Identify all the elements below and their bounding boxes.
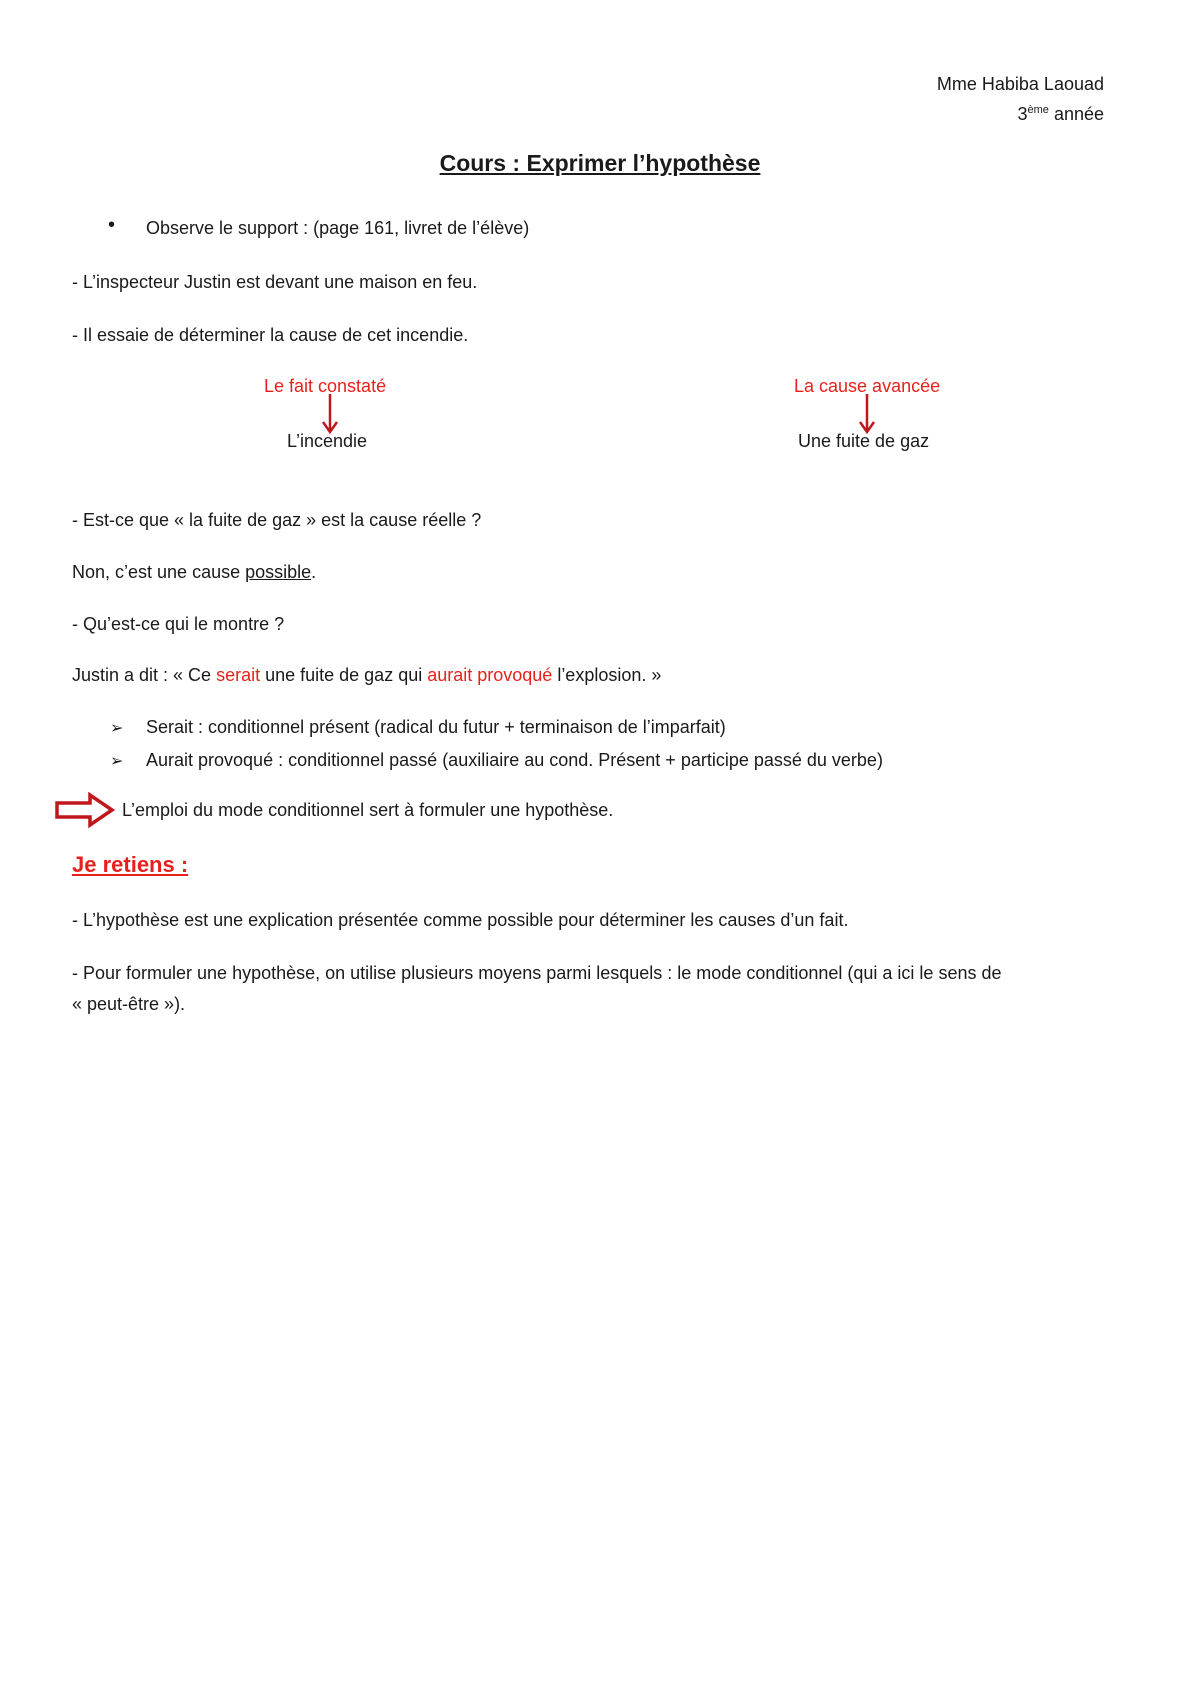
quote-part: une fuite de gaz qui [260, 665, 428, 685]
author-name: Mme Habiba Laouad [936, 74, 1104, 94]
class-level-number: 3 [1017, 104, 1028, 124]
arrowhead-bullet-icon: ➢ [110, 720, 124, 737]
question-1: - Est-ce que « la fuite de gaz » est la cause réelle ? [72, 510, 482, 530]
arrowhead-bullet-icon: ➢ [110, 753, 124, 770]
support-instruction: Observe le support : (page 161, livret de l’élève) [146, 218, 530, 238]
retiens-line-2-continued: « peut-être »). [72, 994, 186, 1014]
down-arrow-icon [857, 392, 877, 436]
point-serait: Serait : conditionnel présent (radical du futur + terminaison de l’imparfait) [146, 717, 726, 737]
diagram-right-value: Une fuite de gaz [798, 431, 930, 451]
narrative-line-1: - L’inspecteur Justin est devant une maison en feu. [72, 272, 478, 292]
page-title: Cours : Exprimer l’hypothèse [439, 150, 761, 176]
quote-part: l’explosion. » [552, 665, 662, 685]
class-level-word: année [1053, 104, 1104, 124]
retiens-line-1: - L’hypothèse est une explication présentée comme possible pour déterminer les causes d’un fait. [72, 910, 849, 930]
retiens-line-2: - Pour formuler une hypothèse, on utilise plusieurs moyens parmi lesquels : le mode conditionnel (qui a ici le sens de [72, 963, 1002, 983]
diagram-left-value: L’incendie [287, 431, 368, 451]
bullet-dot: • [108, 214, 116, 236]
narrative-line-2: - Il essaie de déterminer la cause de cet incendie. [72, 325, 469, 345]
answer-1-period: . [311, 562, 317, 582]
quote-verb-aurait-provoque: aurait provoqué [427, 665, 553, 685]
question-2: - Qu’est-ce qui le montre ? [72, 614, 285, 634]
answer-1-underlined-word: possible [245, 562, 312, 582]
quote-part: Justin a dit : « Ce [72, 665, 217, 685]
down-arrow-icon [320, 392, 340, 436]
answer-1 [72, 562, 316, 583]
class-level [1018, 104, 1105, 125]
retiens-heading: Je retiens : [72, 852, 189, 877]
right-arrow-icon [54, 792, 116, 828]
conclusion-text: L’emploi du mode conditionnel sert à formuler une hypothèse. [122, 800, 614, 820]
quote-verb-serait: serait [216, 665, 261, 685]
answer-1-text: Non, c’est une cause [72, 562, 246, 582]
class-level-suffix: ème [1027, 104, 1049, 116]
diagram-left-label: Le fait constaté [264, 376, 387, 396]
diagram-right-label: La cause avancée [794, 376, 941, 396]
point-aurait-provoque: Aurait provoqué : conditionnel passé (auxiliaire au cond. Présent + participe passé du verbe) [146, 750, 883, 770]
quote-line [72, 665, 661, 686]
